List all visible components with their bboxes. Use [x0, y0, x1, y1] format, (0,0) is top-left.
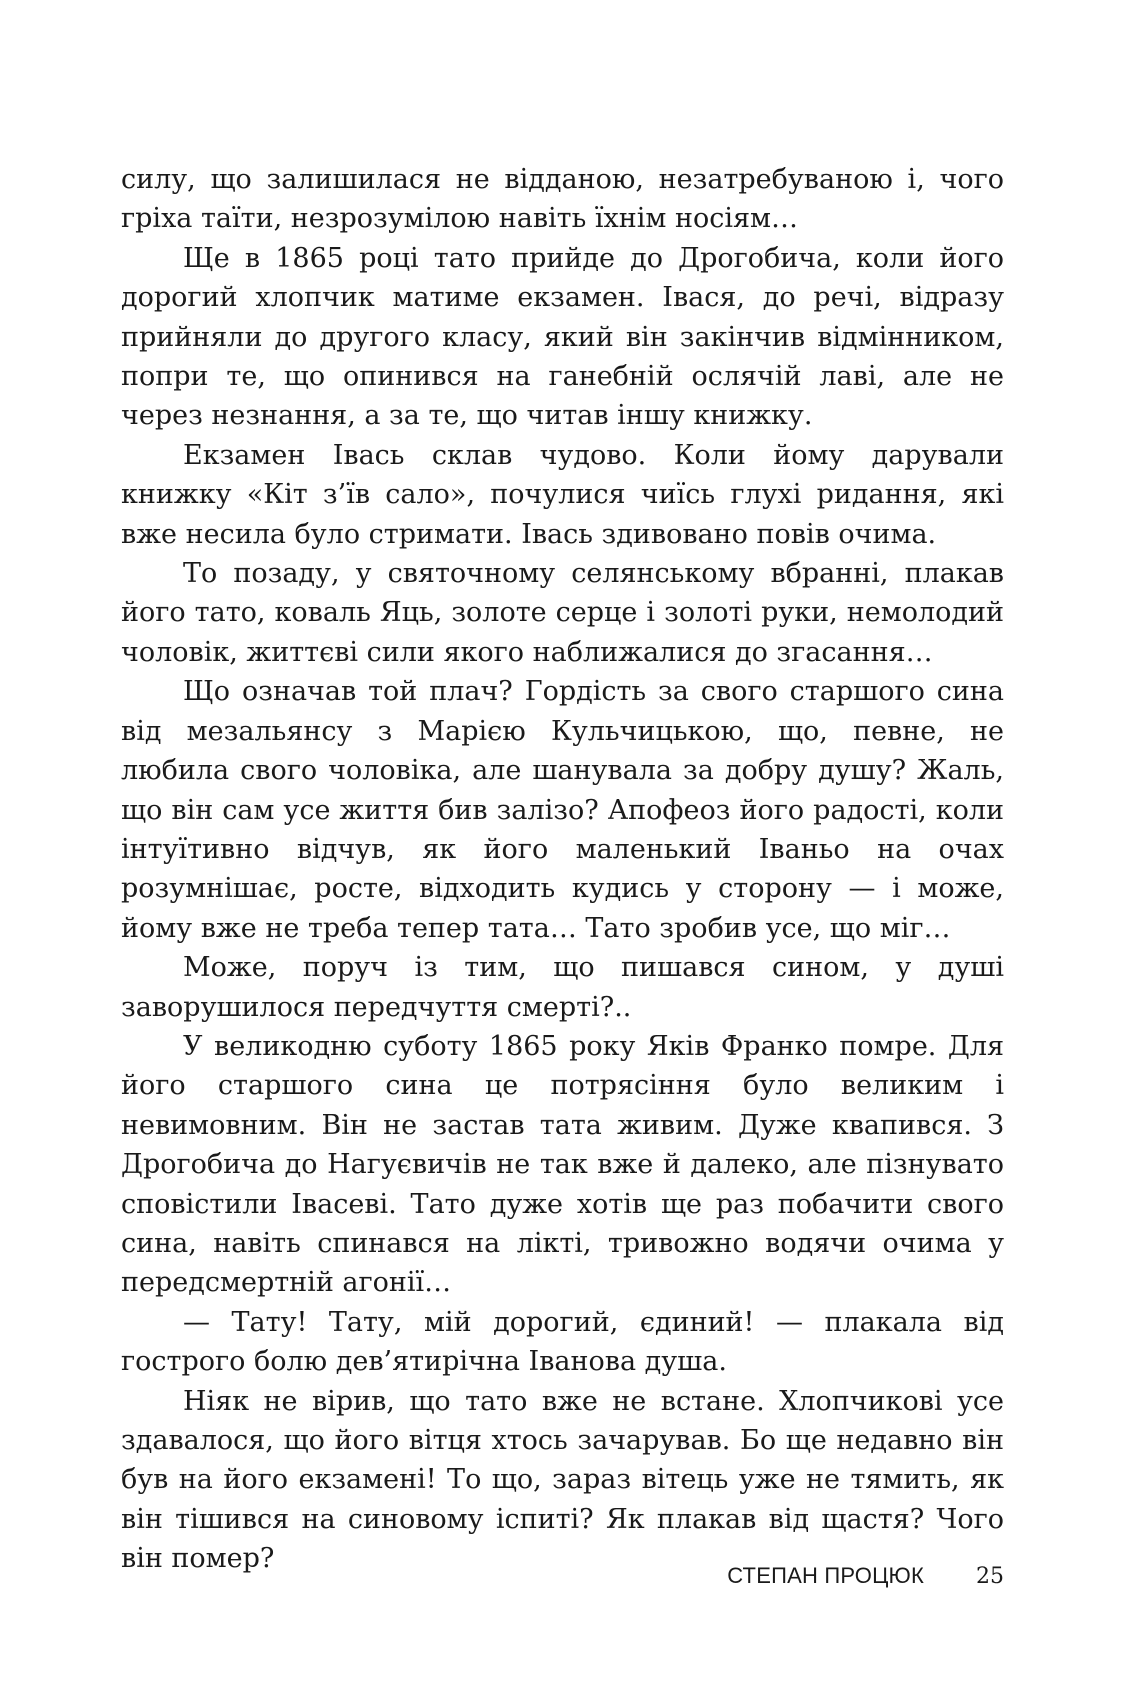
dialogue-paragraph: — Тату! Тату, мій дорогий, єдиний! — плакала від гострого болю дев’ятирічна Іванова душа. — [121, 1306, 1004, 1378]
paragraph: Ніяк не вірив, що тато вже не встане. Хлопчикові усе здавалося, що його вітця хтось зачарував. Бо ще недавно він був на його екзамені! То що, зараз вітець уже не тямить, як він тішився на синовому іспиті? Як плакав від щастя? Чого він помер? — [121, 1385, 1004, 1575]
paragraph: Що означав той плач? Гордість за свого старшого сина від мезальянсу з Марією Кульчицькою, що, певне, не любила свого чоловіка, але шанувала за добру душу? Жаль, що він сам усе життя бив залізо? Апофеоз його радості, коли інтуїтивно відчув, як його маленький Іваньо на очах розумнішає, росте, відходить кудись у сторону — і може, йому вже не треба тепер тата… Тато зробив усе, що міг… — [121, 676, 1004, 944]
paragraph: У великодню суботу 1865 року Яків Франко помре. Для його старшого сина це потрясіння було великим і невимовним. Він не застав тата живим. Дуже квапився. З Дрогобича до Нагуєвичів не так вже й далеко, але пізнувато сповістили Івасеві. Тато дуже хотів ще раз побачити свого сина, навіть спинався на лікті, тривожно водячи очима у передсмертній агонії… — [121, 1030, 1004, 1299]
paragraph-continued: силу, що залишилася не відданою, незатребуваною і, чого гріха таїти, незрозумілою навіть їхнім носіям… — [121, 164, 1004, 235]
body-text — [121, 160, 1004, 1579]
paragraph: То позаду, у святочному селянському вбранні, плакав його тато, коваль Яць, золоте серце і золоті руки, немолодий чоловік, життєві сили якого наближалися до згасання… — [121, 558, 1004, 668]
page-footer — [121, 1560, 1004, 1592]
running-footer-author: СТЕПАН ПРОЦЮК — [727, 1563, 924, 1588]
paragraph: Екзамен Івась склав чудово. Коли йому дарували книжку «Кіт з’їв сало», почулися чиїсь глухі ридання, які вже несила було стримати. Івась здивовано повів очима. — [121, 439, 1004, 550]
paragraph: Може, поруч із тим, що пишався сином, у душі заворушилося передчуття смерті?.. — [121, 952, 1004, 1023]
paragraph: Ще в 1865 році тато прийде до Дрогобича, коли його дорогий хлопчик матиме екзамен. Івася, до речі, відразу прийняли до другого класу, який він закінчив відмінником, попри те, що опинився на ганебній ослячій лаві, але не через незнання, а за те, що читав іншу книжку. — [121, 242, 1004, 432]
page-number: 25 — [976, 1563, 1004, 1589]
